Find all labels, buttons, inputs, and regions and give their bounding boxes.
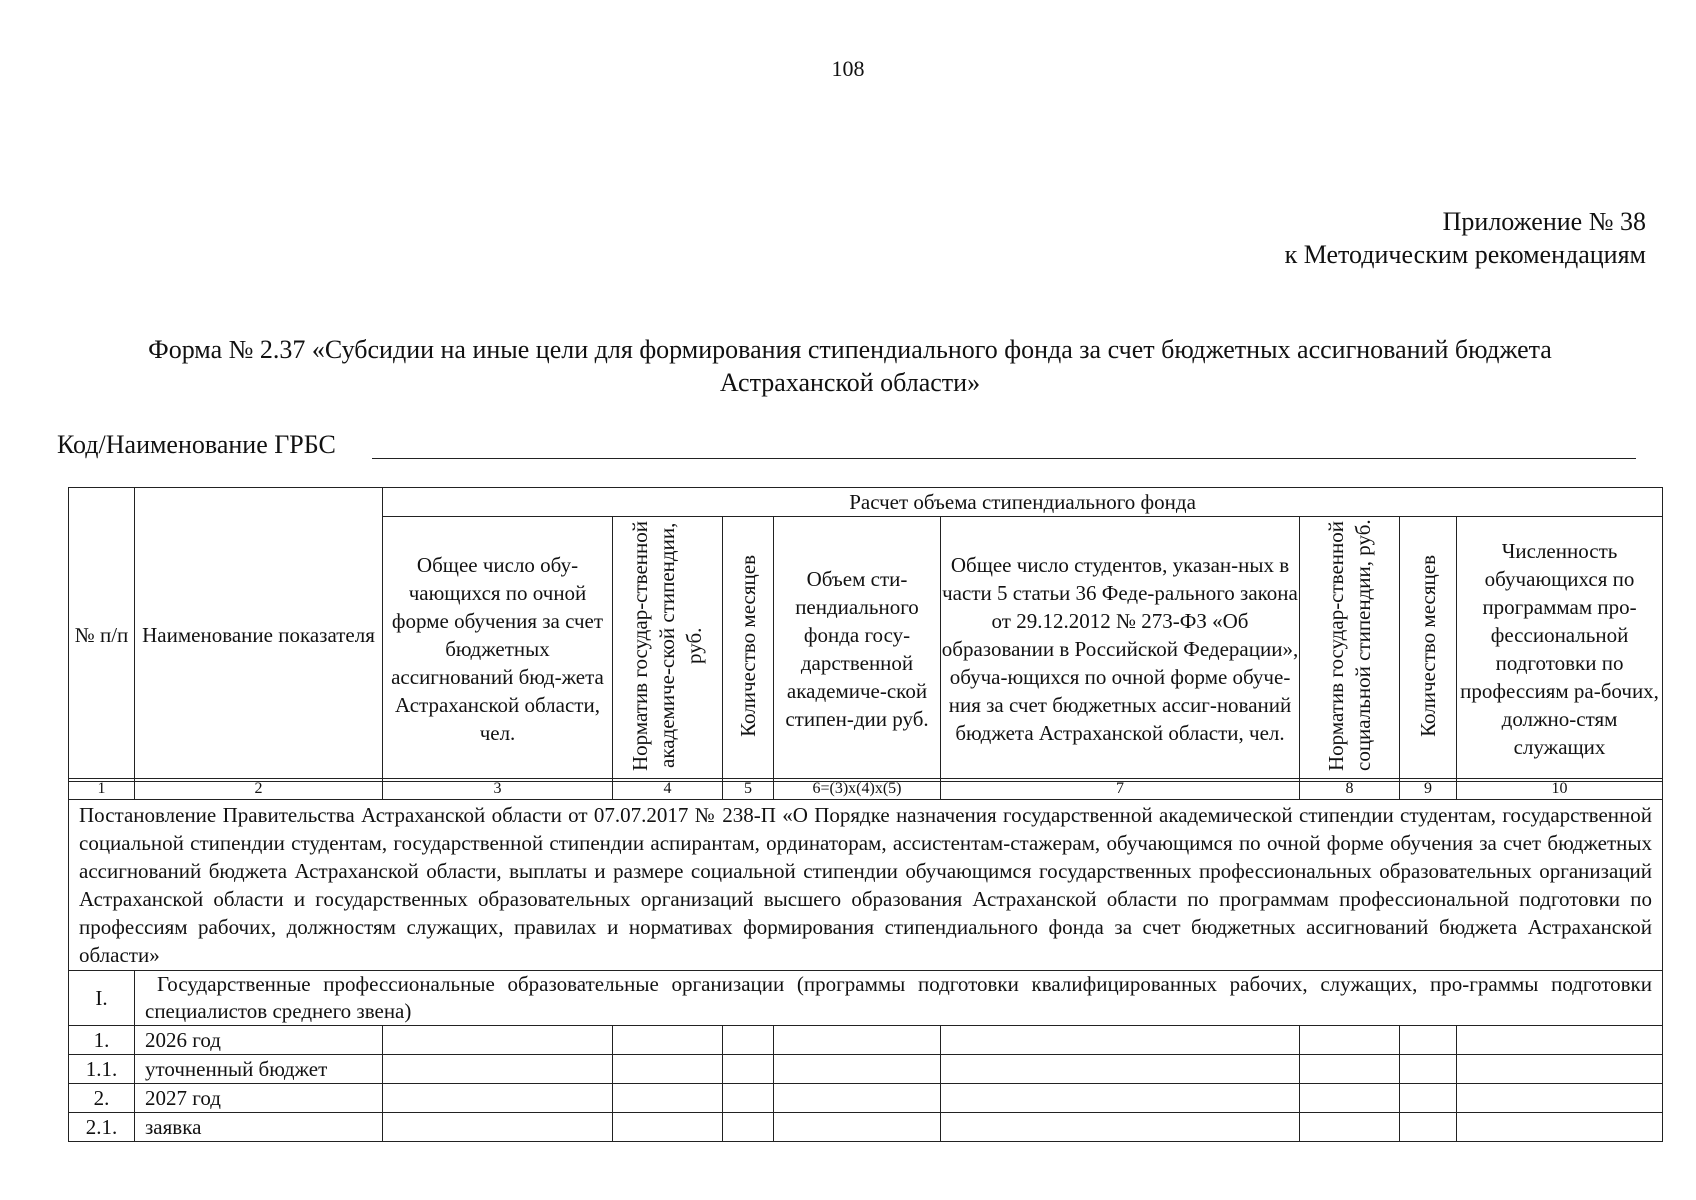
data-cell[interactable]	[1400, 1026, 1457, 1055]
header-table	[68, 487, 1663, 782]
data-cell[interactable]	[1300, 1113, 1400, 1142]
data-cell[interactable]	[613, 1113, 723, 1142]
header-c6: Объем сти-пендиального фонда госу-дарственной академиче-ской стипен-дии руб.	[774, 517, 941, 782]
section-row	[69, 971, 1663, 1026]
column-number-row	[69, 779, 1663, 800]
header-c8: Норматив государ-ственной социальной стипендии, руб.	[1323, 519, 1375, 772]
colnum-cell: 8	[1300, 779, 1400, 800]
data-cell[interactable]	[383, 1026, 613, 1055]
colnum-cell: 9	[1400, 779, 1457, 800]
data-cell[interactable]	[941, 1055, 1300, 1084]
data-cell[interactable]	[383, 1055, 613, 1084]
data-cell[interactable]	[774, 1026, 941, 1055]
appendix-line-2: к Методическим рекомендациям	[1284, 240, 1646, 269]
colnum-cell: 10	[1457, 779, 1663, 800]
data-cell[interactable]	[774, 1084, 941, 1113]
data-cell[interactable]	[774, 1113, 941, 1142]
colnum-cell: 2	[135, 779, 383, 800]
row-number: 2.1.	[69, 1113, 135, 1142]
data-cell[interactable]	[1300, 1084, 1400, 1113]
colnum-cell: 5	[723, 779, 774, 800]
data-cell[interactable]	[1300, 1026, 1400, 1055]
data-cell[interactable]	[1300, 1055, 1400, 1084]
header-c9-cell	[1400, 517, 1457, 782]
data-cell[interactable]	[383, 1113, 613, 1142]
grbs-label: Код/Наименование ГРБС	[57, 430, 336, 459]
row-number: 1.	[69, 1026, 135, 1055]
header-name: Наименование показателя	[135, 488, 383, 782]
form-title: Форма № 2.37 «Субсидии на иные цели для формирования стипендиального фонда за счет бюджетных ассигнований бюджета Астраханской области»	[148, 335, 1552, 397]
appendix-heading	[1285, 205, 1646, 271]
decree-text: Постановление Правительства Астраханской области от 07.07.2017 № 238-П «О Порядке назначения государственной академической стипендии студентам, государственной социальной стипендии студентам, государственной стипендии аспирантам, ординаторам, ассистентам-стажерам, обучающимся по очной форме обучения за счет бюджетных ассигнований бюджета Астраханской области, выплаты и размере социальной стипендии обучающимся государственных профессиональных образовательных организаций Астраханской области и государственных образовательных организаций высшего образования Астраханской области по программам профессиональной подготовки по профессиям рабочих, должностям служащих, правилах и нормативах формирования стипендиального фонда за счет бюджетных ассигнований бюджета Астраханской области»	[69, 800, 1663, 971]
row-name: 2027 год	[135, 1084, 383, 1113]
data-cell[interactable]	[1400, 1055, 1457, 1084]
data-cell[interactable]	[613, 1055, 723, 1084]
data-cell[interactable]	[1400, 1113, 1457, 1142]
row-name: заявка	[135, 1113, 383, 1142]
data-cell[interactable]	[941, 1084, 1300, 1113]
header-c4: Норматив государ-ственной академиче-ской стипендии, руб.	[628, 520, 706, 771]
data-cell[interactable]	[613, 1026, 723, 1055]
table-row	[69, 1084, 1663, 1113]
data-cell[interactable]	[723, 1055, 774, 1084]
data-cell[interactable]	[1457, 1026, 1663, 1055]
data-cell[interactable]	[941, 1026, 1300, 1055]
colnum-cell: 3	[383, 779, 613, 800]
header-c4-cell	[613, 517, 723, 782]
data-cell[interactable]	[613, 1084, 723, 1113]
row-number: 2.	[69, 1084, 135, 1113]
header-c8-cell	[1300, 517, 1400, 782]
data-cell[interactable]	[1457, 1055, 1663, 1084]
header-group: Расчет объема стипендиального фонда	[383, 488, 1663, 517]
header-c10: Численность обучающихся по программам про-фессиональной подготовки по профессиям ра-бочих, должно-стям служащих	[1457, 517, 1663, 782]
header-c3: Общее число обу-чающихся по очной форме обучения за счет бюджетных ассигнований бюд-жета Астраханской области, чел.	[383, 517, 613, 782]
data-cell[interactable]	[383, 1084, 613, 1113]
row-name: уточненный бюджет	[135, 1055, 383, 1084]
data-cell[interactable]	[774, 1055, 941, 1084]
data-cell[interactable]	[1457, 1113, 1663, 1142]
header-c9: Количество месяцев	[1415, 554, 1440, 737]
colnum-cell: 6=(3)x(4)x(5)	[774, 779, 941, 800]
colnum-cell: 1	[69, 779, 135, 800]
header-c7: Общее число студентов, указан-ных в части 5 статьи 36 Феде-рального закона от 29.12.2012 № 273-ФЗ «Об образовании в Российской Федерации», обуча-ющихся по очной форме обуче-ния за счет бюджетных ассиг-нований бюджета Астраханской области, чел.	[941, 517, 1300, 782]
row-name: 2026 год	[135, 1026, 383, 1055]
table-row	[69, 1113, 1663, 1142]
page-number: 108	[831, 56, 865, 81]
colnum-cell: 4	[613, 779, 723, 800]
appendix-line-1: Приложение № 38	[1442, 207, 1646, 236]
table-row	[69, 1055, 1663, 1084]
header-c5: Количество месяцев	[735, 554, 760, 737]
grbs-fill-line[interactable]	[372, 458, 1636, 459]
decree-row	[69, 800, 1663, 971]
data-cell[interactable]	[1400, 1084, 1457, 1113]
data-cell[interactable]	[1457, 1084, 1663, 1113]
section-title: Государственные профессиональные образовательные организации (программы подготовки квалифицированных рабочих, служащих, про-граммы подготовки специалистов среднего звена)	[135, 971, 1663, 1026]
section-number: I.	[69, 971, 135, 1026]
table-row	[69, 1026, 1663, 1055]
row-number: 1.1.	[69, 1055, 135, 1084]
data-cell[interactable]	[723, 1026, 774, 1055]
colnum-cell: 7	[941, 779, 1300, 800]
data-cell[interactable]	[723, 1113, 774, 1142]
data-cell[interactable]	[941, 1113, 1300, 1142]
header-c5-cell	[723, 517, 774, 782]
data-cell[interactable]	[723, 1084, 774, 1113]
body-table	[68, 778, 1663, 1142]
header-num: № п/п	[69, 488, 135, 782]
